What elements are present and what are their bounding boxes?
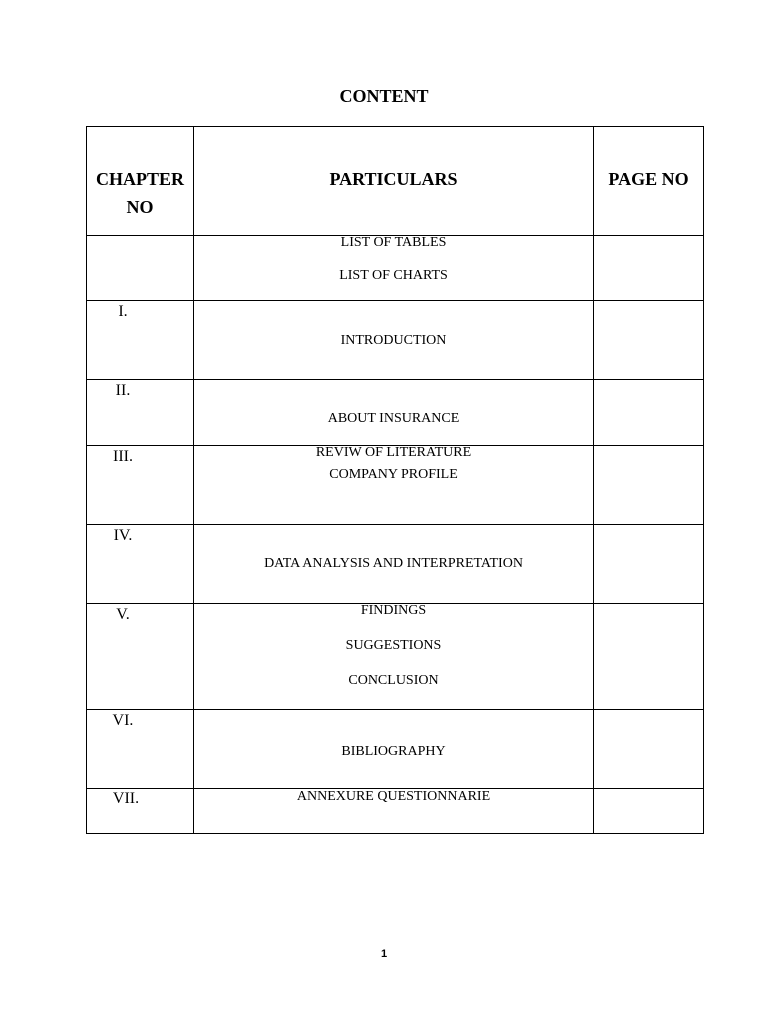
page-cell — [594, 380, 704, 446]
particulars-cell — [194, 789, 594, 834]
table-row — [87, 789, 704, 834]
chapter-cell: VII. — [87, 789, 194, 834]
chapter-cell: V. — [87, 604, 194, 710]
chapter-cell: II. — [87, 380, 194, 446]
contents-table — [86, 126, 704, 834]
particulars-cell — [194, 525, 594, 604]
chapter-header-line2: NO — [126, 197, 154, 217]
table-header-row — [87, 127, 704, 236]
particular-item: LIST OF CHARTS — [339, 268, 448, 283]
particular-item: CONCLUSION — [348, 673, 439, 688]
page-title: CONTENT — [339, 86, 429, 106]
page-cell — [594, 789, 704, 834]
particulars-cell — [194, 446, 594, 525]
page-cell — [594, 236, 704, 301]
chapter-cell — [87, 236, 194, 301]
page-cell — [594, 301, 704, 380]
table-row — [87, 604, 704, 710]
table-row — [87, 236, 704, 301]
table-row — [87, 446, 704, 525]
particular-item: FINDINGS — [360, 603, 427, 618]
page-no-header: PAGE NO — [594, 127, 704, 236]
table-row — [87, 301, 704, 380]
page-cell — [594, 710, 704, 789]
particular-item: INTRODUCTION — [340, 333, 447, 348]
particular-item: DATA ANALYSIS AND INTERPRETATION — [264, 556, 523, 571]
particulars-cell — [194, 710, 594, 789]
particular-item: COMPANY PROFILE — [329, 467, 458, 482]
chapter-cell: IV. — [87, 525, 194, 604]
page-number: 1 — [380, 948, 388, 960]
page-cell — [594, 525, 704, 604]
particulars-cell — [194, 604, 594, 710]
chapter-no-header — [87, 127, 194, 236]
chapter-cell: I. — [87, 301, 194, 380]
table-row — [87, 380, 704, 446]
particulars-cell — [194, 380, 594, 446]
particular-item: ABOUT INSURANCE — [327, 411, 460, 426]
particulars-cell — [194, 236, 594, 301]
particular-item: BIBLIOGRAPHY — [341, 744, 446, 759]
particular-item: LIST OF TABLES — [340, 235, 447, 250]
particular-item: ANNEXURE QUESTIONNARIE — [296, 789, 491, 804]
page-cell — [594, 446, 704, 525]
table-row — [87, 710, 704, 789]
chapter-cell: VI. — [87, 710, 194, 789]
particulars-cell — [194, 301, 594, 380]
particular-item: SUGGESTIONS — [345, 638, 442, 653]
table-row — [87, 525, 704, 604]
particulars-header: PARTICULARS — [194, 127, 594, 236]
chapter-cell: III. — [87, 446, 194, 525]
chapter-header-line1: CHAPTER — [95, 169, 184, 189]
page-cell — [594, 604, 704, 710]
particular-item: REVIW OF LITERATURE — [315, 445, 472, 460]
